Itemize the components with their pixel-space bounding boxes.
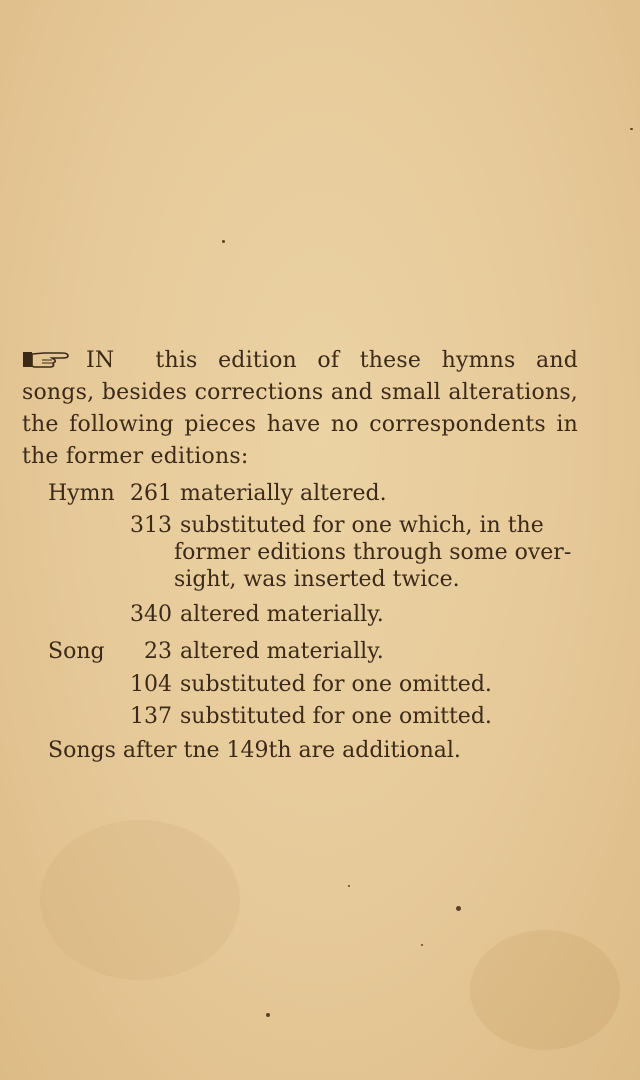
paper-stain — [470, 930, 620, 1050]
entry-number: 340 — [130, 602, 172, 627]
entry-text: altered materially. — [180, 602, 384, 627]
entry-text: substituted for one omitted. — [180, 672, 492, 697]
entry-text: materially altered. — [180, 481, 387, 506]
entry-continuation: sight, was inserted twice. — [174, 567, 460, 592]
entry-number: 104 — [130, 672, 172, 697]
footer-note: Songs after tne 149th are additional. — [48, 738, 461, 763]
notice-line-4: the former editions: — [22, 444, 249, 469]
notice-line-2: songs, besides corrections and small alterations, — [22, 380, 578, 405]
paper-speck — [348, 885, 350, 887]
paper-speck — [266, 1013, 270, 1017]
entry-number: 261 — [130, 481, 172, 506]
notice-line-3: the following pieces have no correspondents in — [22, 412, 578, 437]
entry-label: Song — [48, 639, 105, 664]
entry-continuation: former editions through some over- — [174, 540, 572, 565]
entry-text: altered materially. — [180, 639, 384, 664]
paper-speck — [421, 944, 423, 946]
notice-paragraph — [22, 345, 578, 473]
lead-word: IN — [86, 348, 115, 373]
entry-number: 137 — [130, 704, 172, 729]
entry-number: 313 — [130, 513, 172, 538]
paper-speck — [222, 240, 225, 243]
entry-number: 23 — [144, 639, 172, 664]
entry-label: Hymn — [48, 481, 115, 506]
entry-text: substituted for one which, in the — [180, 513, 544, 538]
paper-speck — [630, 128, 633, 130]
paper-stain — [40, 820, 240, 980]
pointing-hand-icon — [22, 348, 80, 370]
notice-line-1 — [22, 345, 578, 377]
paper-speck — [456, 906, 461, 911]
entry-text: substituted for one omitted. — [180, 704, 492, 729]
notice-line-1-text: this edition of these hymns and — [155, 348, 579, 373]
